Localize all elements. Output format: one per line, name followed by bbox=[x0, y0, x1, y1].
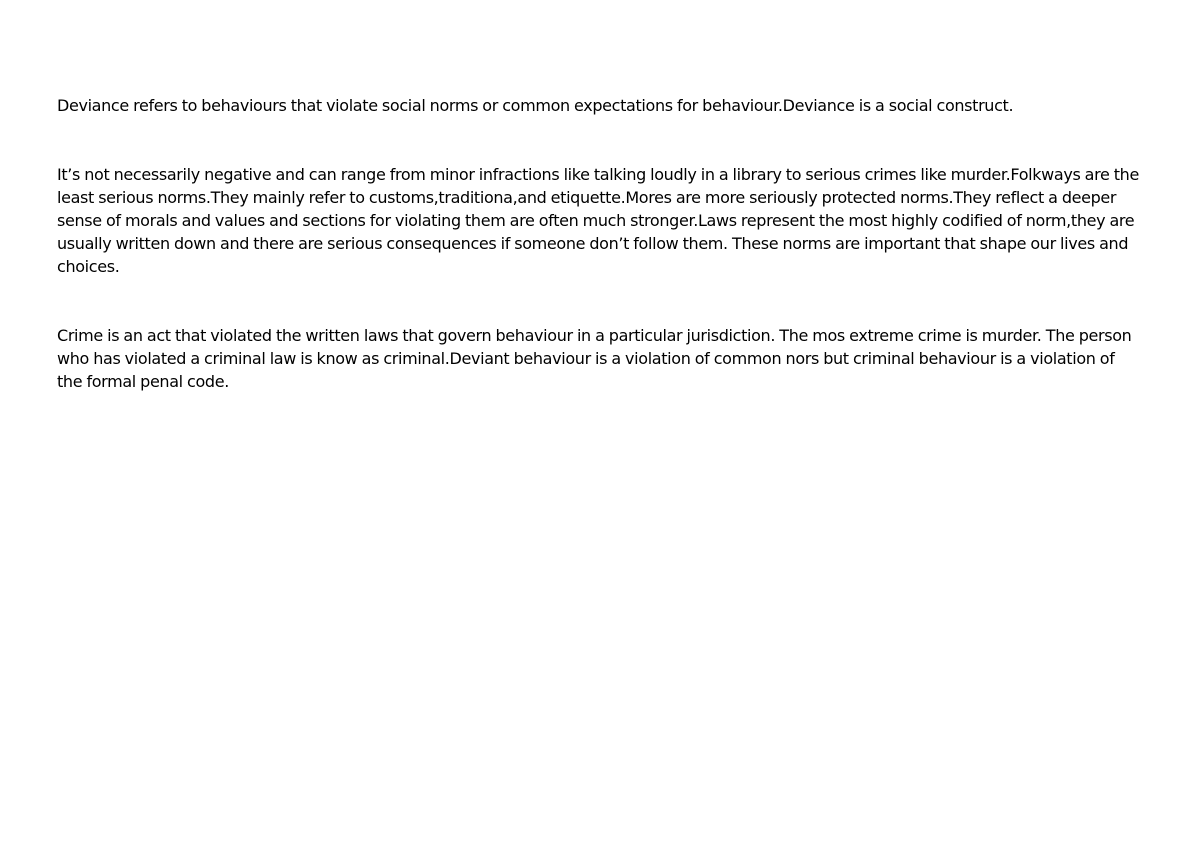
paragraph-spacer bbox=[57, 117, 1143, 163]
paragraph-deviance-definition: Deviance refers to behaviours that violate social norms or common expectations for behaviour.Deviance is a social construct. bbox=[57, 96, 1014, 115]
paragraph-spacer bbox=[57, 278, 1143, 324]
paragraph-crime: Crime is an act that violated the written laws that govern behaviour in a particular jurisdiction. The mos extreme crime is murder. The person who has violated a criminal law is know as criminal.Deviant behaviour is a violation of common nors but criminal behaviour is a violation of the formal penal code. bbox=[57, 326, 1132, 391]
paragraph-norms: It’s not necessarily negative and can range from minor infractions like talking loudly in a library to serious crimes like murder.Folkways are the least serious norms.They mainly refer to customs,traditiona,and etiquette.Mores are more seriously protected norms.They reflect a deeper sense of morals and values and sections for violating them are often much stronger.Laws represent the most highly codified of norm,they are usually written down and there are serious consequences if someone don’t follow them. These norms are important that shape our lives and choices. bbox=[57, 165, 1139, 276]
document-body bbox=[57, 94, 1143, 393]
